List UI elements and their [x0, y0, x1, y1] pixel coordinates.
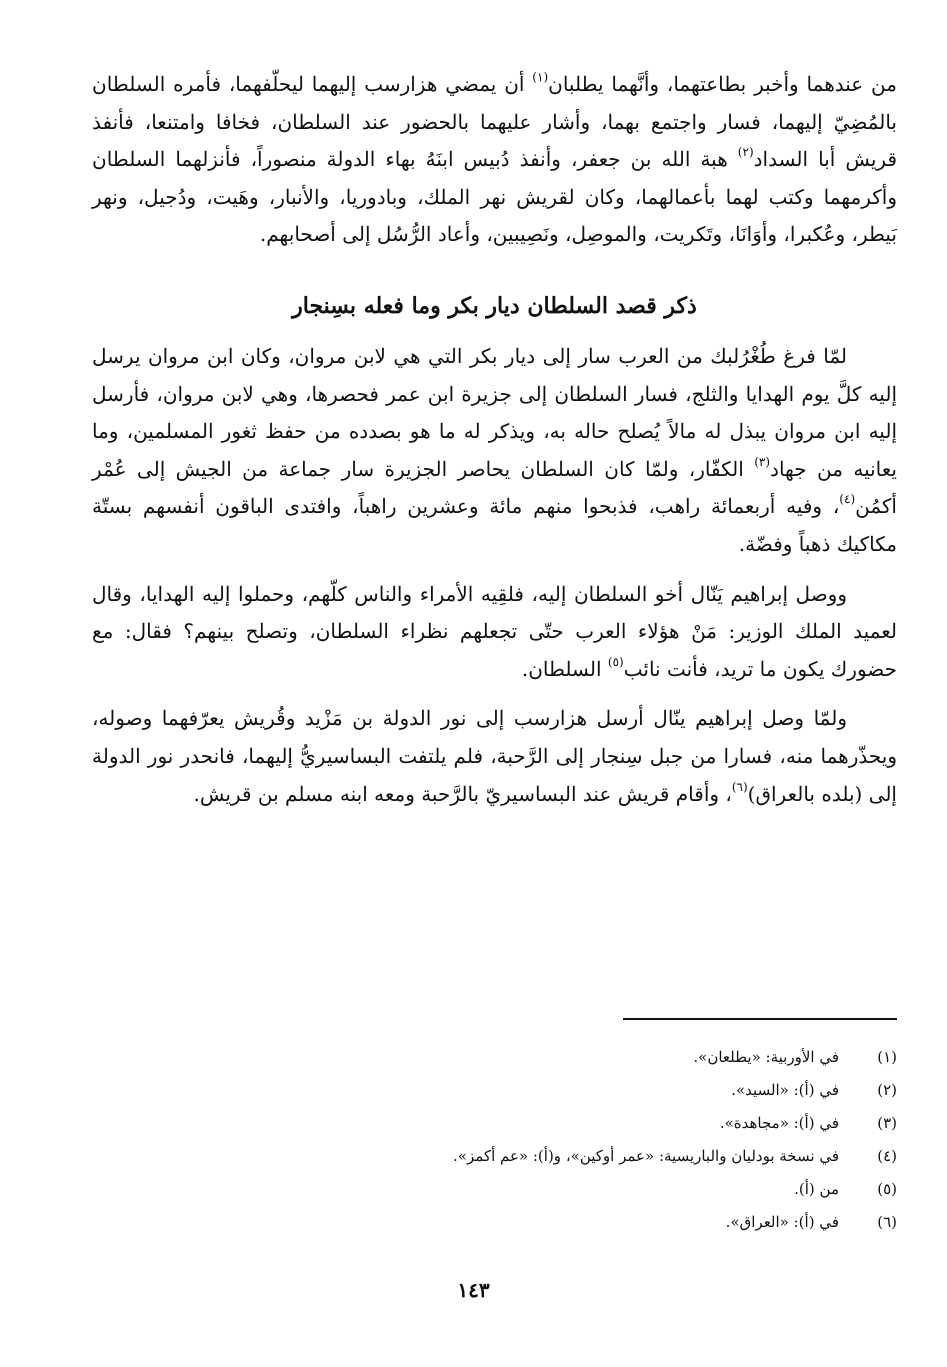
footnote-text: في (أ): «العراق». [725, 1212, 839, 1231]
footnote-number: (٥) [877, 1179, 897, 1198]
paragraph-ibrahim-arrival [92, 576, 897, 689]
footnote-marker[interactable]: (٥) [607, 654, 624, 669]
text-segment: ، وأقام قريش عند البساسيريّ بالرَّحبة ومعه ابنه مسلم بن قريش. [193, 781, 732, 806]
footnote-item [92, 1205, 897, 1238]
text-segment: لمّا فرغ طُغْرُلبك من العرب سار إلى ديار بكر التي هي لابن مروان، وكان ابن مروان يرسل إليه كلَّ يوم الهدايا والثلج، فسار السلطان إلى جزيرة ابن عمر فحصرها، وهي لابن مروان، فأرسل إليه ابن مروان يبذل له مالاً يُصلح حاله به، ويذكر له ما هو بصدده من حفظ ثغور المسلمين، وما يعانيه من جهاد [92, 343, 897, 481]
footnote-marker[interactable]: (٤) [839, 492, 856, 507]
footnotes [92, 1040, 897, 1238]
text-segment: السلطان. [521, 656, 608, 681]
text-segment: ووصل إبراهيم يَنّال أخو السلطان إليه، فلقِيه الأمراء والناس كلّهم، وحملوا إليه الهدايا، وقال لعميد الملك الوزير: مَنْ هؤلاء العرب حتّى تجعلهم نظراء السلطان، وتصلح بينهم؟ فقال: مع حضورك يكون ما تريد، فأنت نائب [92, 581, 897, 681]
footnote-item [92, 1106, 897, 1139]
paragraph-hazarasb [92, 700, 897, 813]
footnote-number: (٦) [877, 1212, 897, 1231]
footnote-marker[interactable]: (١) [532, 70, 549, 84]
text-segment: من عندهما وأخبر بطاعتهما، وأنَّهما يطلبان [548, 72, 897, 96]
section-heading: ذكر قصد السلطان ديار بكر وما فعله بسِنجار [292, 292, 697, 319]
footnote-text: من (أ). [794, 1179, 839, 1198]
footnote-marker[interactable]: (٢) [737, 145, 754, 160]
footnote-number: (٣) [877, 1113, 897, 1132]
paragraph-diyar-bakr [92, 338, 897, 564]
text-segment: هبة الله بن جعفر، وأنفذ دُبيس ابنَهُ بهاء الدولة منصوراً، فأنزلهما السلطان وأكرمهما وكتب لهما بأعمالهما، وكان لقريش نهر الملك، وبادوريا، والأنبار، وهَيت، ودُجيل، ونهر بَيطر، وعُكبرا، وأوَانَا، وتَكريت، والموصِل، ونَصِيبين، وأعاد الرُّسُل إلى أصحابهم. [92, 147, 897, 247]
footnote-item [92, 1139, 897, 1172]
footnote-marker[interactable]: (٦) [731, 779, 748, 794]
footnote-number: (١) [877, 1047, 897, 1066]
footnote-number: (٢) [877, 1080, 897, 1099]
footnote-number: (٤) [877, 1146, 897, 1165]
text-segment: ولمّا وصل إبراهيم ينّال أرسل هزارسب إلى نور الدولة بن مَزْيد وقُريش يعرّفهما وصوله، ويحذّرهما منه، فسارا من جبل سِنجار إلى الرَّحبة، فلم يلتفت البساسيريُّ إليهما، فانحدر نور الدولة إلى (بلده بالعراق) [92, 706, 897, 806]
text-segment: أن يمضي هزارسب إليهما ليحلّفهما، فأمره السلطان بالمُضِيّ إليهما، فسار واجتمع بهما، وأشار عليهما بالحضور عند السلطان، فخافا وامتنعا، فأنفذ قريش أبا السداد [92, 72, 898, 172]
paragraph-intro [92, 66, 897, 254]
page-number: ١٤٣ [457, 1278, 490, 1302]
footnote-separator [623, 1018, 897, 1020]
footnote-text: في (أ): «السيد». [731, 1080, 839, 1099]
footnote-text: في نسخة بودليان والباريسية: «عمر أوكين»، و(أ): «عم أكمز». [453, 1146, 839, 1165]
text-segment: ، وفيه أربعمائة راهب، فذبحوا منهم مائة وعشرين راهباً، وافتدى الباقون أنفسهم بستّة مكاكيك ذهباً وفضّة. [92, 494, 897, 556]
footnote-text: في (أ): «مجاهدة». [719, 1113, 839, 1132]
footnote-item [92, 1172, 897, 1205]
footnote-marker[interactable]: (٣) [754, 454, 771, 469]
footnote-item [92, 1040, 897, 1073]
footnote-text: في الأوربية: «يطلعان». [693, 1047, 839, 1066]
footnote-item [92, 1073, 897, 1106]
text-segment: الكفّار، ولمّا كان السلطان يحاصر الجزيرة سار جماعة من الجيش إلى عُمْر أكمُن [92, 456, 897, 519]
